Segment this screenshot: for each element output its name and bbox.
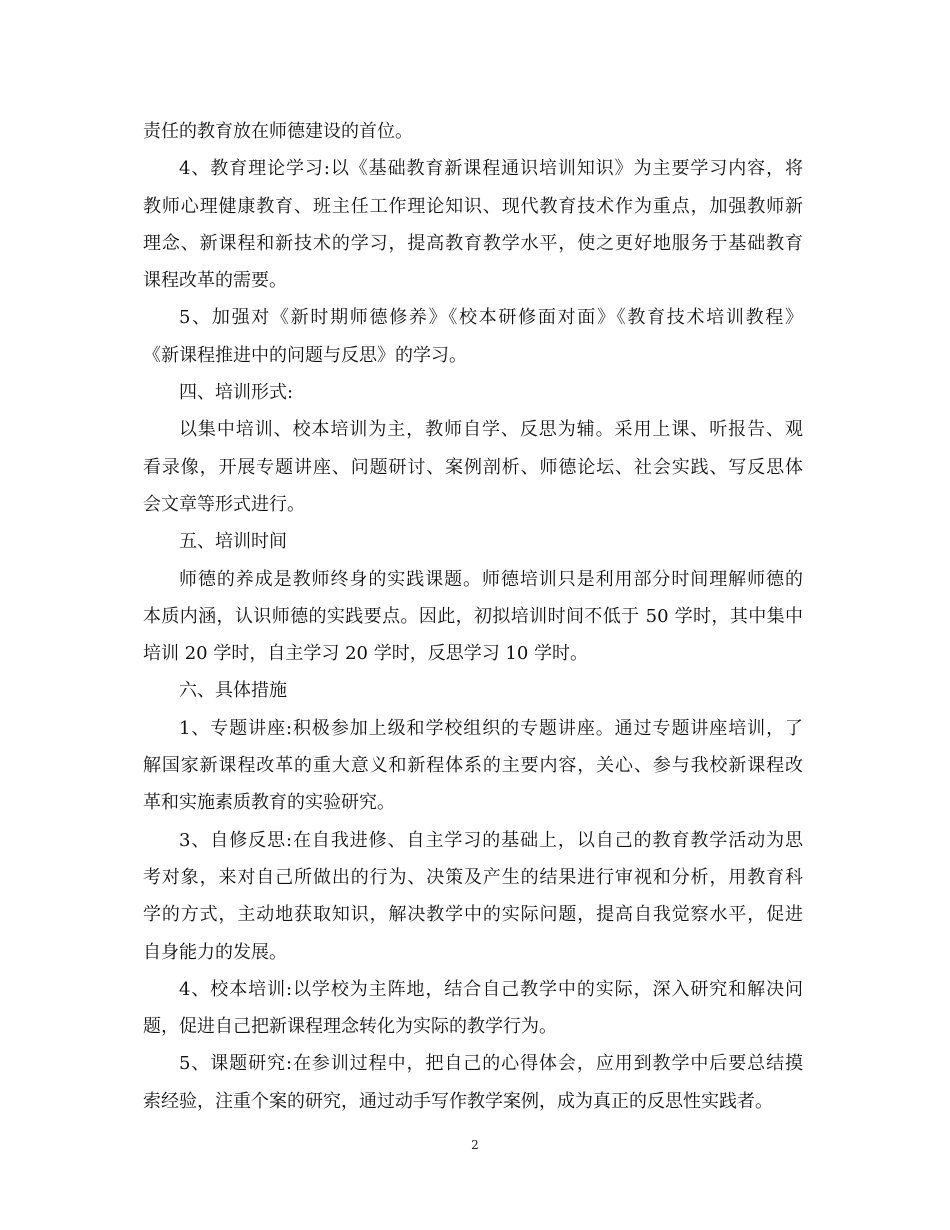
- paragraph: [143, 710, 803, 822]
- section-heading: [143, 523, 803, 560]
- text-line: 教师心理健康教育、班主任工作理论知识、现代教育技术作为重点，加强教师新: [143, 195, 803, 217]
- paragraph: [143, 971, 803, 1046]
- text-line: 解国家新课程改革的重大意义和新程体系的主要内容，关心、参与我校新课程改: [143, 755, 803, 777]
- text-line: 考对象，来对自己所做出的行为、决策及产生的结果进行审视和分析，用教育科: [143, 866, 803, 888]
- text-line: 本质内涵，认识师德的实践要点。因此，初拟培训时间不低于 50 学时，其中集中: [143, 605, 803, 627]
- paragraph: [143, 113, 803, 150]
- text-line: 4、校本培训:以学校为主阵地，结合自己教学中的实际，深入研究和解决问: [179, 978, 803, 1000]
- paragraph: [143, 561, 803, 673]
- paragraph: [143, 150, 803, 299]
- text-line: 培训 20 学时，自主学习 20 学时，反思学习 10 学时。: [143, 643, 589, 665]
- text-line: 理念、新课程和新技术的学习，提高教育教学水平，使之更好地服务于基础教育: [143, 232, 803, 254]
- section-heading: [143, 374, 803, 411]
- text-line: 学的方式，主动地获取知识，解决教学中的实际问题，提高自我觉察水平，促进: [143, 904, 803, 926]
- text-line: 五、培训时间: [179, 531, 287, 553]
- document-body: [143, 113, 803, 1120]
- text-line: 1、专题讲座:积极参加上级和学校组织的专题讲座。通过专题讲座培训，了: [179, 717, 803, 739]
- text-line: 4、教育理论学习:以《基础教育新课程通识培训知识》为主要学习内容，将: [179, 158, 803, 180]
- text-line: 索经验，注重个案的研究，通过动手写作教学案例，成为真正的反思性实践者。: [143, 1090, 773, 1112]
- text-line: 会文章等形式进行。: [143, 493, 305, 515]
- page-number: 2: [471, 1138, 479, 1152]
- text-line: 革和实施素质教育的实验研究。: [143, 792, 395, 814]
- text-line: 3、自修反思:在自我进修、自主学习的基础上，以自己的教育教学活动为思: [179, 829, 803, 851]
- paragraph: [143, 411, 803, 523]
- text-line: 5、加强对《新时期师德修养》《校本研修面对面》《教育技术培训教程》: [179, 307, 803, 329]
- paragraph: [143, 1045, 803, 1120]
- text-line: 看录像，开展专题讲座、问题研讨、案例剖析、师德论坛、社会实践、写反思体: [143, 456, 803, 478]
- text-line: 自身能力的发展。: [143, 941, 287, 963]
- text-line: 课程改革的需要。: [143, 270, 287, 292]
- text-line: 六、具体措施: [179, 680, 287, 702]
- text-line: 四、培训形式:: [179, 382, 294, 404]
- text-line: 题，促进自己把新课程理念转化为实际的教学行为。: [143, 1016, 557, 1038]
- text-line: 师德的养成是教师终身的实践课题。师德培训只是利用部分时间理解师德的: [179, 568, 803, 590]
- paragraph: [143, 299, 803, 374]
- section-heading: [143, 672, 803, 709]
- text-line: 责任的教育放在师德建设的首位。: [143, 121, 413, 142]
- text-line: 以集中培训、校本培训为主，教师自学、反思为辅。采用上课、听报告、观: [179, 419, 803, 441]
- text-line: 5、课题研究:在参训过程中，把自己的心得体会，应用到教学中后要总结摸: [179, 1053, 803, 1075]
- text-line: 《新课程推进中的问题与反思》的学习。: [143, 344, 467, 366]
- paragraph: [143, 822, 803, 971]
